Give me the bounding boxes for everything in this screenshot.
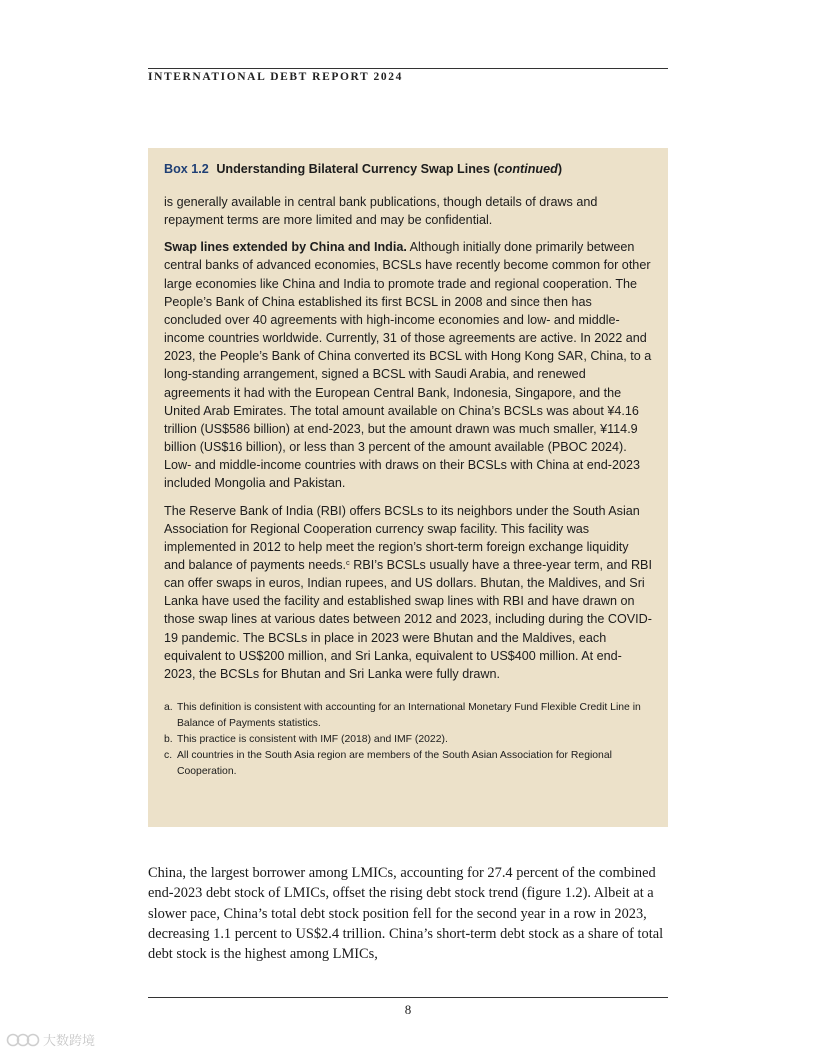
box-note-b — [164, 732, 652, 748]
body-paragraph: China, the largest borrower among LMICs, accounting for 27.4 percent of the combined end-2023 debt stock of LMICs, offset the rising debt stock trend (figure 1.2). Albeit at a slower pace, China’s total debt stock position fell for the second year in a row in 2023, decreasing 1.1 percent to US$2.4 trillion. China’s short-term debt stock as a share of total debt stock is the highest among LMICs, — [148, 865, 664, 963]
note-text: This practice is consistent with IMF (2018) and IMF (2022). — [177, 734, 448, 746]
note-marker: a. — [164, 702, 173, 714]
running-head: INTERNATIONAL DEBT REPORT 2024 — [148, 71, 403, 83]
box-paragraph-2-body: Although initially done primarily between central banks of advanced economies, BCSLs have recently become common for other large economies like China and India to promote trade and regional cooperation. The People’s Bank of China established its first BCSL in 2008 and since then has concluded over 40 agreements with high-income economies and low- and middle-income countries worldwide. Currently, 31 of those agreements are active. In 2022 and 2023, the People’s Bank of China converted its BCSL with Hong Kong SAR, China, to a long-standing arrangement, signed a BCSL with Saudi Arabia, and renewed agreements it had with the European Central Bank, Indonesia, Singapore, and the United Arab Emirates. The total amount available on China’s BCSLs was about ¥4.16 trillion (US$586 billion) at end-2023, but the amount drawn was much smaller, ¥114.9 billion (US$16 billion), or less than 3 percent of the amount available (PBOC 2024). Low- and middle-income countries with draws on their BCSLs with China at end-2023 included Mongolia and Pakistan. — [164, 240, 652, 491]
footnote-reference-c: c — [346, 557, 350, 567]
note-text: All countries in the South Asia region are members of the South Asian Association for Regional Cooperation. — [177, 750, 612, 778]
header-rule — [148, 68, 668, 69]
box-title-continued: continued — [497, 162, 558, 176]
watermark-logo-icon — [6, 1032, 40, 1048]
box-note-a — [164, 700, 652, 732]
box-paragraph-3-part-1: The Reserve Bank of India (RBI) offers BCSLs to its neighbors under the South Asian Association for Regional Cooperation currency swap facility. This facility was implemented in 2012 to help meet the region’s short-term foreign exchange liquidity and balance of payments needs. — [164, 503, 640, 572]
box-paragraph-3 — [164, 502, 652, 684]
watermark-text: 大数跨境 — [43, 1034, 96, 1049]
box-notes — [164, 700, 652, 780]
box-number: Box 1.2 — [164, 162, 209, 176]
box-title-main: Understanding Bilateral Currency Swap Lines ( — [216, 162, 498, 176]
footer-rule — [148, 997, 668, 998]
box-title-close: ) — [557, 162, 563, 176]
note-marker: c. — [164, 750, 173, 762]
box-note-c — [164, 748, 652, 780]
box-paragraph-1: is generally available in central bank publications, though details of draws and repayment terms are more limited and may be confidential. — [164, 195, 598, 228]
box-paragraph-3-part-2: RBI’s BCSLs usually have a three-year term, and RBI can offer swaps in euros, Indian rupees, and US dollars. Bhutan, the Maldives, and Sri Lanka have used the facility and established swap lines with RBI and have drawn on those swap lines at various dates between 2012 and 2023, including during the COVID-19 pandemic. The BCSLs in place in 2023 were Bhutan and the Maldives, each equivalent to US$200 million, and Sri Lanka, equivalent to US$400 million. At end-2023, the BCSLs for Bhutan and Sri Lanka were fully drawn. — [164, 557, 652, 681]
box-1-2 — [148, 148, 668, 827]
box-paragraph-2 — [164, 238, 652, 492]
box-paragraph-2-lead-in: Swap lines extended by China and India. — [164, 240, 407, 255]
watermark — [6, 1030, 95, 1049]
note-text: This definition is consistent with accounting for an International Monetary Fund Flexible Credit Line in Balance of Payments statistics. — [177, 702, 641, 730]
page-number: 8 — [404, 1002, 412, 1017]
box-title — [164, 160, 652, 178]
note-marker: b. — [164, 734, 173, 746]
